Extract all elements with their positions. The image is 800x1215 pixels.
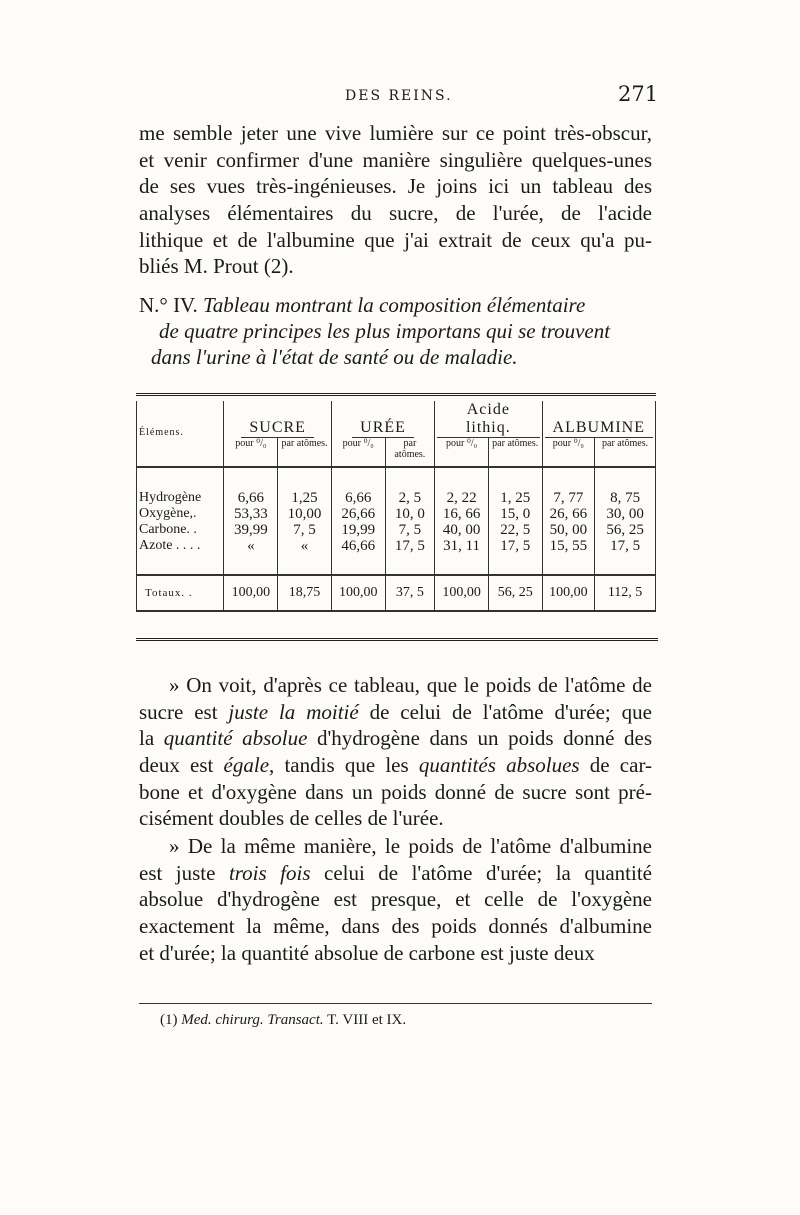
table-cell: 112, 5 bbox=[595, 575, 656, 611]
table-number: N.° IV. bbox=[139, 293, 198, 317]
table-cell: 17, 5 bbox=[595, 538, 656, 554]
running-head bbox=[0, 82, 800, 112]
table-cell: 15, 0 bbox=[488, 506, 542, 522]
text-line: » On voit, d'après ce tableau, que le poids de l'atôme de bbox=[169, 673, 652, 697]
table-row bbox=[137, 490, 656, 506]
table-cell: 6,66 bbox=[331, 490, 385, 506]
table-cell: 17, 5 bbox=[385, 538, 435, 554]
caption-line-2: de quatre principes les plus importans qui se trouvent bbox=[159, 319, 611, 343]
table-cell: 7, 77 bbox=[542, 490, 595, 506]
totals-label: Totaux. . bbox=[137, 575, 224, 611]
subheader: par atômes. bbox=[488, 438, 542, 467]
text-line: la quantité absolue d'hydrogène dans un poids donné des bbox=[139, 726, 653, 751]
table-cell: 17, 5 bbox=[488, 538, 542, 554]
table-cell: 10, 0 bbox=[385, 506, 435, 522]
running-head-title: DES REINS. bbox=[345, 88, 453, 104]
text-line: est juste trois fois celui de l'atôme d'urée; la quantité bbox=[139, 860, 652, 885]
table-row bbox=[137, 506, 656, 522]
caption-line-3: dans l'urine à l'état de santé ou de maladie. bbox=[151, 345, 518, 369]
text-line: bone et d'oxygène dans un poids donné de sucre sont pré- bbox=[139, 779, 652, 804]
table-cell: « bbox=[278, 538, 332, 554]
text-line: lithique et de l'albumine que j'ai extrait de ceux qu'a pu- bbox=[139, 227, 652, 252]
text-line: deux est égale, tandis que les quantités absolues de car- bbox=[139, 753, 653, 778]
table-row bbox=[137, 522, 656, 538]
text-line: cisément doubles de celles de l'urée. bbox=[139, 806, 444, 831]
table-cell: 100,00 bbox=[331, 575, 385, 611]
element-column-header: Élémens. bbox=[137, 401, 224, 438]
footnote-title: Med. chirurg. Transact. bbox=[181, 1012, 324, 1028]
totals-row bbox=[137, 575, 656, 611]
table-cell: 1,25 bbox=[278, 490, 332, 506]
table-cell: 2, 22 bbox=[435, 490, 489, 506]
element-name: Azote . . . . bbox=[137, 538, 224, 554]
text-line: bliés M. Prout (2). bbox=[139, 254, 294, 279]
footnote-rest: T. VIII et IX. bbox=[327, 1012, 407, 1028]
table-cell: 100,00 bbox=[542, 575, 595, 611]
table-cell: 39,99 bbox=[224, 522, 278, 538]
paragraph-2 bbox=[139, 672, 652, 832]
subheader: pour ⁰/₀ bbox=[542, 438, 595, 467]
text-line: absolue d'hydrogène est presque, et celle de l'oxygène bbox=[139, 887, 652, 912]
table-caption bbox=[139, 292, 652, 370]
table-row bbox=[137, 538, 656, 554]
group-header-sucre: SUCRE bbox=[224, 401, 331, 438]
table-cell: 56, 25 bbox=[595, 522, 656, 538]
table-cell: 31, 11 bbox=[435, 538, 489, 554]
table-cell: 26, 66 bbox=[542, 506, 595, 522]
subheader: par atômes. bbox=[278, 438, 332, 467]
table-cell: 100,00 bbox=[435, 575, 489, 611]
table-cell: 30, 00 bbox=[595, 506, 656, 522]
composition-table bbox=[136, 393, 656, 648]
text-line: analyses élémentaires du sucre, de l'urée, de l'acide bbox=[139, 201, 652, 226]
subheader: pour ⁰/₀ bbox=[435, 438, 489, 467]
text-line: me semble jeter une vive lumière sur ce point très-obscur, bbox=[139, 121, 652, 145]
group-header-acide-lithique: Acide lithiq. bbox=[435, 401, 542, 438]
table-cell: 37, 5 bbox=[385, 575, 435, 611]
table-cell: 22, 5 bbox=[488, 522, 542, 538]
table-bottom-rule bbox=[136, 638, 658, 641]
table-cell: 40, 00 bbox=[435, 522, 489, 538]
caption-line-1: Tableau montrant la composition élémentaire bbox=[203, 293, 586, 317]
paragraph-1 bbox=[139, 120, 652, 280]
table-cell: 1, 25 bbox=[488, 490, 542, 506]
subheader: par atômes. bbox=[595, 438, 656, 467]
table-cell: 15, 55 bbox=[542, 538, 595, 554]
elements-table bbox=[136, 401, 656, 612]
table-cell: 50, 00 bbox=[542, 522, 595, 538]
subheader: pour ⁰/₀ bbox=[331, 438, 385, 467]
table-cell: 16, 66 bbox=[435, 506, 489, 522]
text-line: » De la même manière, le poids de l'atôme d'albumine bbox=[169, 834, 652, 858]
table-cell: 7, 5 bbox=[385, 522, 435, 538]
table-cell: 7, 5 bbox=[278, 522, 332, 538]
table-cell: 26,66 bbox=[331, 506, 385, 522]
page-number: 271 bbox=[618, 82, 659, 106]
table-cell: 46,66 bbox=[331, 538, 385, 554]
element-name: Carbone. . bbox=[137, 522, 224, 538]
element-subheader-blank bbox=[137, 438, 224, 467]
footnote-marker: (1) bbox=[160, 1012, 178, 1028]
subheader: pour ⁰/₀ bbox=[224, 438, 278, 467]
text-line: sucre est juste la moitié de celui de l'atôme d'urée; que bbox=[139, 699, 652, 724]
table-cell: « bbox=[224, 538, 278, 554]
table-cell: 19,99 bbox=[331, 522, 385, 538]
table-cell: 18,75 bbox=[278, 575, 332, 611]
text-line: et d'urée; la quantité absolue de carbone est juste deux bbox=[139, 940, 595, 965]
text-line: et venir confirmer d'une manière singulière quelques-unes bbox=[139, 147, 652, 172]
table-cell: 53,33 bbox=[224, 506, 278, 522]
table-cell: 56, 25 bbox=[488, 575, 542, 611]
footnote-rule bbox=[139, 1003, 652, 1004]
element-name: Hydrogène bbox=[137, 490, 224, 506]
table-cell: 8, 75 bbox=[595, 490, 656, 506]
table-cell: 6,66 bbox=[224, 490, 278, 506]
table-cell: 10,00 bbox=[278, 506, 332, 522]
group-header-uree: URÉE bbox=[331, 401, 434, 438]
element-name: Oxygène,. bbox=[137, 506, 224, 522]
text-line: de ses vues très-ingénieuses. Je joins ici un tableau des bbox=[139, 174, 652, 199]
table-cell: 2, 5 bbox=[385, 490, 435, 506]
group-header-albumine: ALBUMINE bbox=[542, 401, 656, 438]
paragraph-3 bbox=[139, 833, 652, 966]
table-cell: 100,00 bbox=[224, 575, 278, 611]
table-top-rule bbox=[136, 393, 656, 396]
footnote bbox=[160, 1012, 406, 1029]
subheader: par atômes. bbox=[385, 438, 435, 467]
text-line: exactement la même, dans des poids donnés d'albumine bbox=[139, 914, 652, 939]
